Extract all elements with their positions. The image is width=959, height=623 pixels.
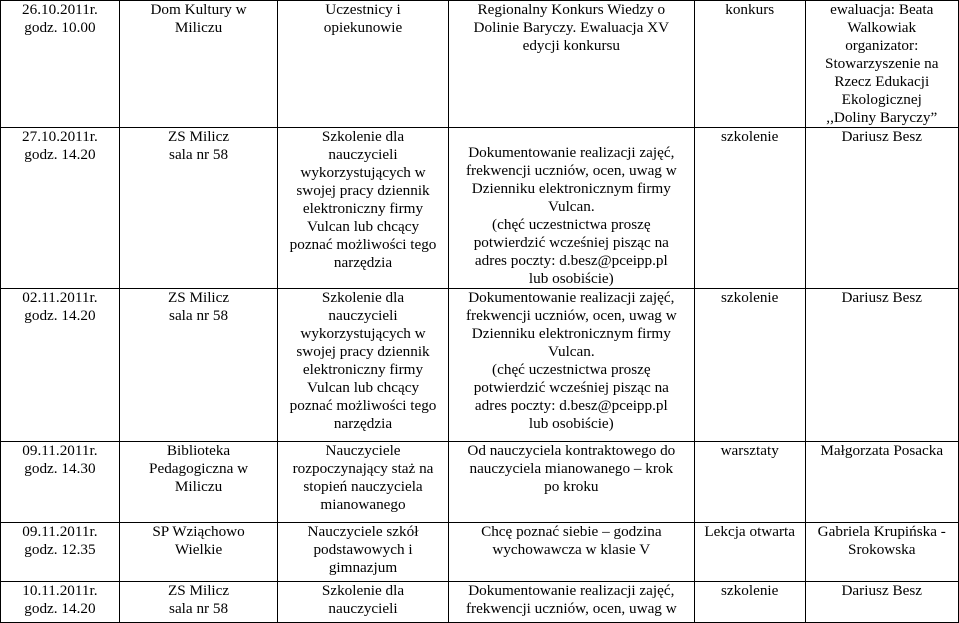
date-text-line: godz. 10.00	[24, 19, 96, 36]
topic-text-line: (chęć uczestnictwa proszę	[492, 216, 651, 233]
audience-text-line: nauczycieli	[328, 146, 398, 163]
audience-text-line: swojej pracy dziennik	[296, 182, 430, 199]
leader-cell	[805, 582, 959, 623]
place-cell	[119, 523, 277, 582]
audience-text-line: mianowanego	[320, 496, 406, 513]
form-text-line: szkolenie	[721, 582, 779, 599]
leader-cell	[805, 442, 959, 523]
leader-text-line: Dariusz Besz	[841, 289, 923, 306]
leader-text-line: Gabriela Krupińska -	[817, 523, 946, 540]
table-row	[1, 128, 959, 289]
date-text-line: godz. 14.20	[24, 307, 96, 324]
audience-text-line: elektroniczny firmy	[302, 361, 424, 378]
date-text-line: godz. 14.20	[24, 146, 96, 163]
form-cell	[694, 442, 805, 523]
audience-text-line: opiekunowie	[323, 19, 403, 36]
leader-text-line: Dariusz Besz	[841, 128, 923, 145]
date-text-line: 26.10.2011r.	[22, 1, 98, 18]
form-text-line: Lekcja otwarta	[704, 523, 796, 540]
topic-cell	[448, 582, 694, 623]
date-text-line: 02.11.2011r.	[22, 289, 98, 306]
leader-text-line: Stowarzyszenie na	[825, 55, 939, 72]
topic-text-line: Vulcan.	[547, 343, 595, 360]
topic-text-line: Vulcan.	[547, 198, 595, 215]
place-text-line: SP Wziąchowo	[152, 523, 245, 540]
place-text-line: ZS Milicz	[167, 289, 230, 306]
leader-cell	[805, 1, 959, 128]
audience-text-line: Uczestnicy i	[325, 1, 401, 18]
date-cell	[1, 442, 120, 523]
audience-cell	[278, 289, 448, 442]
date-text-line: 09.11.2011r.	[22, 523, 98, 540]
audience-text-line: stopień nauczyciela	[303, 478, 423, 495]
audience-text-line: nauczycieli	[328, 307, 398, 324]
place-text-line: sala nr 58	[169, 146, 229, 163]
topic-text-line: (chęć uczestnictwa proszę	[492, 361, 651, 378]
form-text-line: szkolenie	[721, 128, 779, 145]
topic-text-line: Dolinie Baryczy. Ewaluacja XV	[473, 19, 670, 36]
form-text-line: szkolenie	[721, 289, 779, 306]
audience-text-line: Nauczyciele szkół	[307, 523, 419, 540]
topic-text-line: frekwencji uczniów, ocen, uwag w	[465, 600, 677, 617]
date-cell	[1, 289, 120, 442]
leader-text-line: organizator:	[845, 37, 919, 54]
audience-text-line: Vulcan lub chcący	[306, 379, 420, 396]
topic-text-line: potwierdzić wcześniej pisząc na	[473, 234, 669, 251]
place-cell	[119, 289, 277, 442]
leader-text-line: Srokowska	[848, 541, 916, 558]
topic-text-line: potwierdzić wcześniej pisząc na	[473, 379, 669, 396]
place-cell	[119, 128, 277, 289]
place-cell	[119, 442, 277, 523]
audience-cell	[278, 1, 448, 128]
audience-text-line: nauczycieli	[328, 600, 398, 617]
audience-text-line: Szkolenie dla	[321, 289, 405, 306]
date-cell	[1, 128, 120, 289]
leader-cell	[805, 128, 959, 289]
place-cell	[119, 1, 277, 128]
place-cell	[119, 582, 277, 623]
audience-text-line: rozpoczynający staż na	[292, 460, 434, 477]
audience-text-line: wykorzystujących w	[300, 325, 426, 342]
topic-text-line: wychowawcza w klasie V	[492, 541, 651, 558]
topic-cell	[448, 1, 694, 128]
audience-text-line: Szkolenie dla	[321, 128, 405, 145]
topic-text-line: Dokumentowanie realizacji zajęć,	[468, 144, 675, 161]
topic-text-line: Od nauczyciela kontraktowego do	[467, 442, 676, 459]
topic-text-line: lub osobiście)	[528, 270, 614, 287]
table-row	[1, 442, 959, 523]
place-text-line: Pedagogiczna w	[149, 460, 249, 477]
topic-text-line: Dokumentowanie realizacji zajęć,	[468, 582, 675, 599]
topic-text-line: edycji konkursu	[522, 37, 621, 54]
topic-cell	[448, 523, 694, 582]
place-text-line: Dom Kultury w	[150, 1, 247, 18]
date-text-line: 10.11.2011r.	[22, 582, 98, 599]
topic-text-line: po kroku	[544, 478, 599, 495]
leader-cell	[805, 289, 959, 442]
audience-text-line: poznać możliwości tego	[289, 236, 437, 253]
audience-text-line: poznać możliwości tego	[289, 397, 437, 414]
form-text-line: konkurs	[725, 1, 775, 18]
audience-text-line: narzędzia	[333, 254, 393, 271]
topic-text-line: Dokumentowanie realizacji zajęć,	[468, 289, 675, 306]
date-text-line: 09.11.2011r.	[22, 442, 98, 459]
place-text-line: Miliczu	[174, 478, 223, 495]
place-text-line: Biblioteka	[166, 442, 231, 459]
audience-cell	[278, 523, 448, 582]
audience-text-line: Vulcan lub chcący	[306, 218, 420, 235]
place-text-line: sala nr 58	[169, 600, 229, 617]
topic-text-line: Dzienniku elektronicznym firmy	[471, 180, 671, 197]
form-cell	[694, 582, 805, 623]
spacer	[452, 128, 691, 144]
form-cell	[694, 128, 805, 289]
date-text-line: godz. 14.20	[24, 600, 96, 617]
table-row	[1, 582, 959, 623]
table-row	[1, 1, 959, 128]
leader-text-line: Dariusz Besz	[841, 582, 923, 599]
topic-text-line: Regionalny Konkurs Wiedzy o	[477, 1, 666, 18]
topic-text-line: lub osobiście)	[528, 415, 614, 432]
topic-text-line: adres poczty: d.besz@pceipp.pl	[474, 252, 668, 269]
place-text-line: sala nr 58	[169, 307, 229, 324]
leader-text-line: Małgorzata Posacka	[820, 442, 944, 459]
place-text-line: Wielkie	[174, 541, 223, 558]
date-text-line: godz. 12.35	[24, 541, 96, 558]
audience-text-line: Nauczyciele	[325, 442, 401, 459]
topic-text-line: frekwencji uczniów, ocen, uwag w	[465, 307, 677, 324]
table-row	[1, 289, 959, 442]
table-row	[1, 523, 959, 582]
audience-cell	[278, 442, 448, 523]
leader-text-line: Ekologicznej	[841, 91, 922, 108]
form-cell	[694, 1, 805, 128]
date-cell	[1, 582, 120, 623]
events-table-body	[1, 1, 959, 623]
leader-text-line: Rzecz Edukacji	[834, 73, 930, 90]
topic-text-line: nauczyciela mianowanego – krok	[469, 460, 674, 477]
date-cell	[1, 523, 120, 582]
form-text-line: warsztaty	[720, 442, 779, 459]
topic-text-line: Chcę poznać siebie – godzina	[481, 523, 662, 540]
topic-cell	[448, 442, 694, 523]
leader-cell	[805, 523, 959, 582]
date-cell	[1, 1, 120, 128]
audience-text-line: Szkolenie dla	[321, 582, 405, 599]
audience-cell	[278, 582, 448, 623]
audience-text-line: narzędzia	[333, 415, 393, 432]
topic-text-line: Dzienniku elektronicznym firmy	[471, 325, 671, 342]
topic-text-line: adres poczty: d.besz@pceipp.pl	[474, 397, 668, 414]
audience-text-line: elektroniczny firmy	[302, 200, 424, 217]
place-text-line: ZS Milicz	[167, 582, 230, 599]
topic-cell	[448, 128, 694, 289]
audience-text-line: swojej pracy dziennik	[296, 343, 430, 360]
form-cell	[694, 289, 805, 442]
topic-cell	[448, 289, 694, 442]
leader-text-line: Walkowiak	[847, 19, 917, 36]
topic-text-line: frekwencji uczniów, ocen, uwag w	[465, 162, 677, 179]
place-text-line: ZS Milicz	[167, 128, 230, 145]
place-text-line: Miliczu	[174, 19, 223, 36]
form-cell	[694, 523, 805, 582]
leader-text-line: ,,Doliny Baryczy”	[826, 109, 938, 126]
date-text-line: 27.10.2011r.	[22, 128, 98, 145]
audience-cell	[278, 128, 448, 289]
date-text-line: godz. 14.30	[24, 460, 96, 477]
audience-text-line: gimnazjum	[328, 559, 398, 576]
leader-text-line: ewaluacja: Beata	[830, 1, 934, 18]
audience-text-line: podstawowych i	[313, 541, 413, 558]
audience-text-line: wykorzystujących w	[300, 164, 426, 181]
